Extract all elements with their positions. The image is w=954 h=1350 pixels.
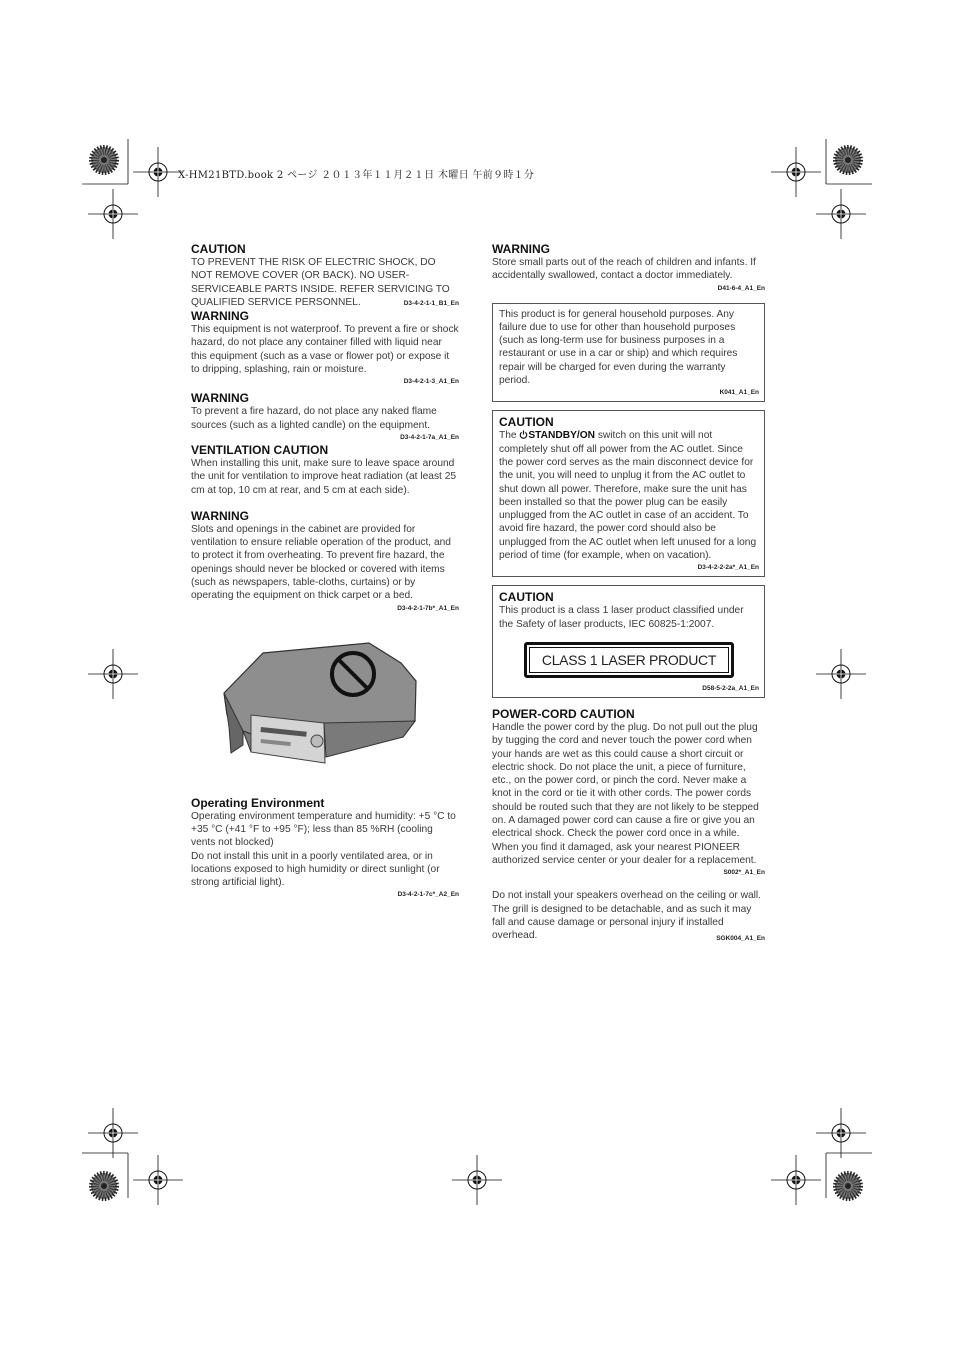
power-cord-text: Handle the power cord by the plug. Do not pull out the plug by tugging the cord and never touch the power cord when your hands are wet as this could cause a short circuit or electric shock. Do not place the unit, a piece of furniture, etc., on the power cord, or pinch the cord. Never make a knot in the cord or tie it with other cords. The power cords should be routed such that they are not likely to be stepped on. A damaged power cord can cause a fire or give you an electrical shock. Check the power cord once in a while. When you find it damaged, ask your nearest PIONEER authorized service center or your dealer for a replacement. — [492, 721, 759, 866]
color-patch-icon — [835, 147, 861, 173]
speakers-text: Do not install your speakers overhead on the ceiling or wall. The grill is designed to be detachable, and as such it may fall and cause damage or personal injury if installed overhead. — [492, 890, 761, 942]
environment-section — [191, 796, 459, 900]
warning-code: D3-4-2-1-7a_A1_En — [400, 433, 459, 441]
warning-code: D41-6-4_A1_En — [717, 284, 765, 292]
power-cord-code: S002*_A1_En — [723, 869, 765, 877]
registration-mark-icon — [771, 1155, 821, 1205]
warning-small-parts-section — [492, 242, 765, 293]
warning-text: To prevent a fire hazard, do not place any naked flame sources (such as a lighted candle) on the equipment. — [191, 406, 437, 431]
laser-text: This product is a class 1 laser product classified under the Safety of laser products, IEC 60825-1:2007. — [499, 605, 744, 630]
standby-code: D3-4-2-2-2a*_A1_En — [697, 564, 759, 572]
speakers-code: SGK004_A1_En — [716, 935, 765, 943]
caution-title: CAUTION — [499, 415, 554, 430]
registration-mark-icon — [88, 649, 138, 699]
right-column — [492, 242, 765, 943]
warning-title: WARNING — [191, 391, 249, 406]
laser-label — [524, 642, 734, 678]
power-cord-title: POWER-CORD CAUTION — [492, 706, 635, 721]
covered-unit-prohibited-illustration — [191, 621, 459, 786]
caution-text: TO PREVENT THE RISK OF ELECTRIC SHOCK, DO NOT REMOVE COVER (OR BACK). NO USER-SERVICEABLE PARTS INSIDE. REFER SERVICING TO QUALIFIED SERVICE PERSONNEL. — [191, 257, 450, 308]
caution-code: D3-4-2-1-1_B1_En — [403, 300, 459, 308]
standby-caution-box — [492, 410, 765, 577]
ventilation-title: VENTILATION CAUTION — [191, 442, 329, 457]
registration-mark-icon — [88, 1108, 138, 1158]
registration-mark-icon — [816, 1108, 866, 1158]
household-text: This product is for general household purposes. Any failure due to use for other than household purposes (such as long-term use for business purposes in a restaurant or use in a car or ship) and which requires repair will be charged for even during the warranty period. — [499, 308, 738, 387]
left-column — [191, 242, 459, 899]
caution-title: CAUTION — [499, 590, 554, 605]
warning-openings-section — [191, 509, 459, 613]
color-patch-icon — [835, 1173, 861, 1199]
environment-text: Operating environment temperature and humidity: +5 °C to +35 °C (+41 °F to +95 °F); less than 85 %RH (cooling vents not blocked) — [191, 810, 456, 849]
warning-code: D3-4-2-1-7b*_A1_En — [397, 604, 459, 612]
laser-caution-box — [492, 585, 765, 698]
warning-text: Store small parts out of the reach of children and infants. If accidentally swallowed, contact a doctor immediately. — [492, 257, 756, 282]
registration-mark-icon — [452, 1155, 502, 1205]
caution-title: CAUTION — [191, 242, 246, 256]
standby-switch-label: STANDBY/ON — [528, 430, 595, 442]
warning-code: D3-4-2-1-3_A1_En — [403, 378, 459, 386]
registration-mark-icon — [133, 147, 183, 197]
environment-title: Operating Environment — [191, 795, 325, 810]
warning-title: WARNING — [492, 242, 550, 256]
registration-mark-icon — [133, 1155, 183, 1205]
warning-waterproof-section — [191, 309, 459, 386]
registration-mark-icon — [88, 189, 138, 239]
speakers-section — [492, 889, 765, 943]
ventilation-text: When installing this unit, make sure to leave space around the unit for ventilation to improve heat radiation (at least 25 cm at top, 10 cm at rear, and 5 cm at each side). — [191, 457, 457, 496]
laser-code: D58-5-2-2a_A1_En — [702, 684, 759, 692]
ventilation-section — [191, 443, 459, 497]
power-cord-section — [492, 707, 765, 877]
warning-flame-section — [191, 391, 459, 442]
laser-label-text: CLASS 1 LASER PRODUCT — [529, 647, 729, 673]
household-code: K041_A1_En — [719, 389, 759, 397]
warning-text: This equipment is not waterproof. To prevent a fire or shock hazard, do not place any container filled with liquid near this equipment (such as a vase or flower pot) or expose it to dripping, splashing, rain or moisture. — [191, 324, 459, 376]
registration-mark-icon — [816, 649, 866, 699]
color-patch-icon — [91, 147, 117, 173]
registration-mark-icon — [771, 147, 821, 197]
environment-text: Do not install this unit in a poorly ventilated area, or in locations exposed to high humidity or direct sunlight (or strong artificial light). — [191, 850, 440, 889]
color-patch-icon — [91, 1173, 117, 1199]
household-box — [492, 303, 765, 403]
environment-code: D3-4-2-1-7c*_A2_En — [397, 891, 459, 899]
registration-mark-icon — [816, 189, 866, 239]
caution-section — [191, 242, 459, 308]
warning-title: WARNING — [191, 309, 249, 324]
warning-title: WARNING — [191, 508, 249, 523]
standby-text: The STANDBY/ON switch on this unit will not completely shut off all power from the AC outlet. Since the power cord serves as the main disconnect device for the unit, you will need to unplug it from the AC outlet to shut down all power. Therefore, make sure the unit has been installed so that the power plug can be easily unplugged from the AC outlet in case of an accident. To avoid fire hazard, the power cord should also be unplugged from the AC outlet when left unused for a long period of time (for example, when on vacation). — [499, 430, 757, 562]
file-info-header: X-HM21BTD.book 2 ページ ２０１３年１１月２１日 木曜日 午前９時１分 — [178, 170, 535, 181]
warning-text: Slots and openings in the cabinet are provided for ventilation to ensure reliable operation of the product, and to protect it from overheating. To prevent fire hazard, the openings should never be blocked or covered with items (such as newspapers, table-cloths, curtains) or by operating the equipment on thick carpet or a bed. — [191, 523, 451, 602]
